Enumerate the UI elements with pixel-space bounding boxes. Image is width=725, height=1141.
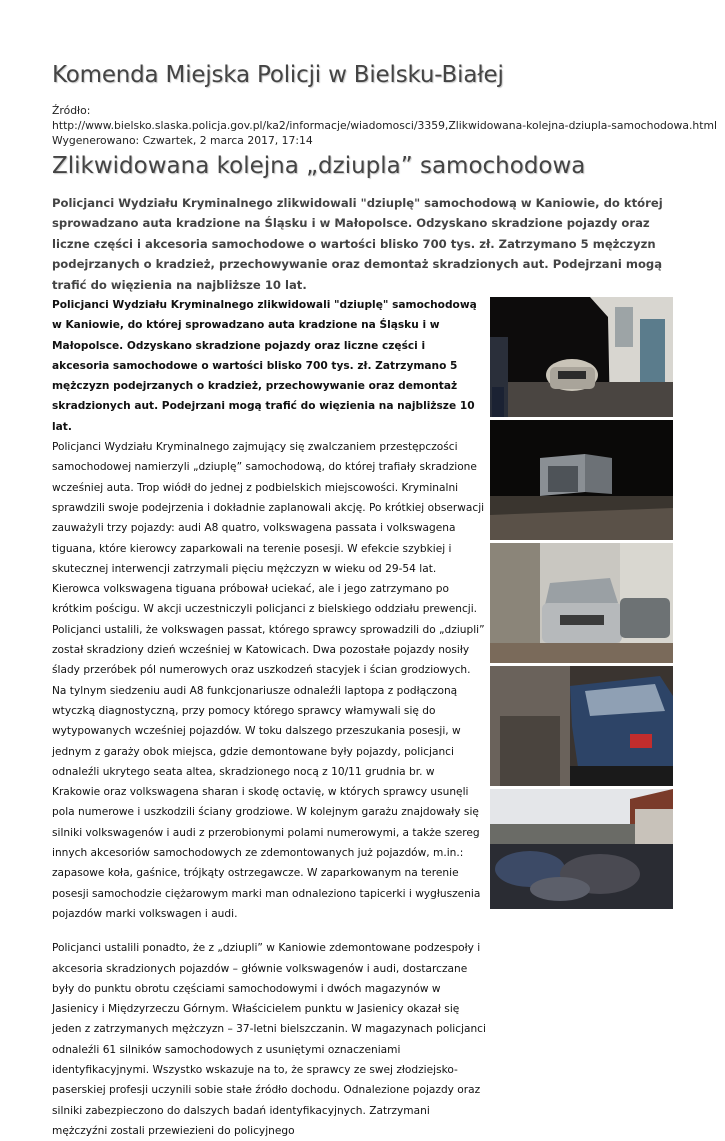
photo-scrap-yard: [490, 789, 673, 909]
body-paragraph-1: Policjanci Wydziału Kryminalnego zajmujący się zwalczaniem przestępczości samochodowej namierzyli „dziuplę” samochodową, do której trafiały skradzione wcześniej auta. Trop wiódł do jednej z podbielskich miejscowości. Kryminalni sprawdzili swoje podejrzenia i dokładnie zaplanowali akcję. Po krótkiej obserwacji zauważyli trzy pojazdy: audi A8 quatro, volkswagena passata i volkswagena tiguana, które kierowcy zaparkowali na terenie posesji. W efekcie szybkiej i skutecznej interwencji zatrzymali pięciu mężczyzn w wieku od 29-54 lat. Kierowca volkswagena tiguana próbował uciekać, ale i jego zatrzymano po krótkim pościgu. W akcji uczestniczyli policjanci z bielskiego oddziału prewencji. Policjanci ustalili, że volkswagen passat, którego sprawcy sprowadzili do „dziupli” został skradziony dzień wcześniej w Katowicach. Dwa pozostałe pojazdy nosiły ślady przeróbek pól numerowych oraz uszkodzeń stacyjek i ścian grodziowych. Na tylnym siedzeniu audi A8 funkcjonariusze odnaleźli laptopa z podłączoną wtyczką diagnostyczną, przy pomocy którego sprawcy włamywali się do wytypowanych wcześniej pojazdów. W toku dalszego przeszukania posesji, w jednym z garaży obok miejsca, gdzie demontowane były pojazdy, policjanci odnaleźli ukrytego seata altea, skradzionego nocą z 10/11 grudnia br. w Krakowie oraz volkswagena sharan i skodę octavię, w których sprawcy usunęli pola numerowe i uszkodzili ściany grodziowe. W kolejnym garażu znajdowały się silniki volkswagenów i audi z przerobionymi polami numerowymi, a także szereg innych akcesoriów samochodowych ze zdemontowanych już pojazdów, m.in.: zapasowe koła, gaśnice, trójkąty ostrzegawcze. W zaparkowanym na terenie posesji samochodzie ciężarowym marki man odnaleziono tapicerki i wygłuszenia pojazdów marki volkswagen i audi.: [52, 441, 485, 920]
photo-column: [490, 297, 673, 912]
generated-date: Wygenerowano: Czwartek, 2 marca 2017, 17:14: [52, 134, 313, 147]
source-url[interactable]: http://www.bielsko.slaska.policja.gov.pl/ka2/informacje/wiadomosci/3359,Zlikwidowana-kolejna-dziupla-samochodowa.html: [52, 119, 717, 132]
article-title: Zlikwidowana kolejna „dziupla” samochodowa: [52, 153, 586, 179]
site-title: Komenda Miejska Policji w Bielsku-Białej: [52, 62, 504, 88]
photo-open-hood-car: [490, 543, 673, 663]
body-paragraph-2: Policjanci ustalili ponadto, że z „dziupli” w Kaniowie zdemontowane podzespoły i akcesoria skradzionych pojazdów – głównie volkswagenów i audi, dostarczane były do punktu obrotu częściami samochodowymi i dwóch magazynów w Jasienicy i Międzyrzeczu Górnym. Właścicielem punktu w Jasienicy okazał się jeden z zatrzymanych mężczyzn – 37-letni bielszczanin. W magazynach policjanci odnaleźli 61 silników samochodowych z usuniętymi oznaczeniami identyfikacyjnymi. Wszystko wskazuje na to, że sprawcy ze swej złodziejsko-paserskiej profesji uczynili sobie stałe źródło dochodu. Odnalezione pojazdy oraz silniki zabezpieczono do dalszych badań identyfikacyjnych. Zatrzymani mężczyźni zostali przewiezieni do policyjnego: [52, 942, 486, 1137]
photo-garage-night: [490, 420, 673, 540]
article-body: [52, 295, 486, 1141]
article-lead: Policjanci Wydziału Kryminalnego zlikwidowali "dziuplę" samochodową w Kaniowie, do której sprowadzano auta kradzione na Śląsku i w Małopolsce. Odzyskano skradzione pojazdy oraz liczne części i akcesoria samochodowe o wartości blisko 700 tys. zł. Zatrzymano 5 mężczyzn podejrzanych o kradzież, przechowywanie oraz demontaż skradzionych aut. Podejrzani mogą trafić do więzienia na najbliższe 10 lat.: [52, 196, 663, 292]
photo-blue-car: [490, 666, 673, 786]
source-meta: [52, 103, 717, 148]
bold-paragraph: Policjanci Wydziału Kryminalnego zlikwidowali "dziuplę" samochodową w Kaniowie, do której sprowadzano auta kradzione na Śląsku i w Małopolsce. Odzyskano skradzione pojazdy oraz liczne części i akcesoria samochodowe o wartości blisko 700 tys. zł. Zatrzymano 5 mężczyzn podejrzanych o kradzież, przechowywanie oraz demontaż skradzionych aut. Podejrzani mogą trafić do więzienia na najbliższe 10 lat.: [52, 299, 477, 433]
source-label: Źródło:: [52, 104, 91, 117]
photo-car-at-building: [490, 297, 673, 417]
